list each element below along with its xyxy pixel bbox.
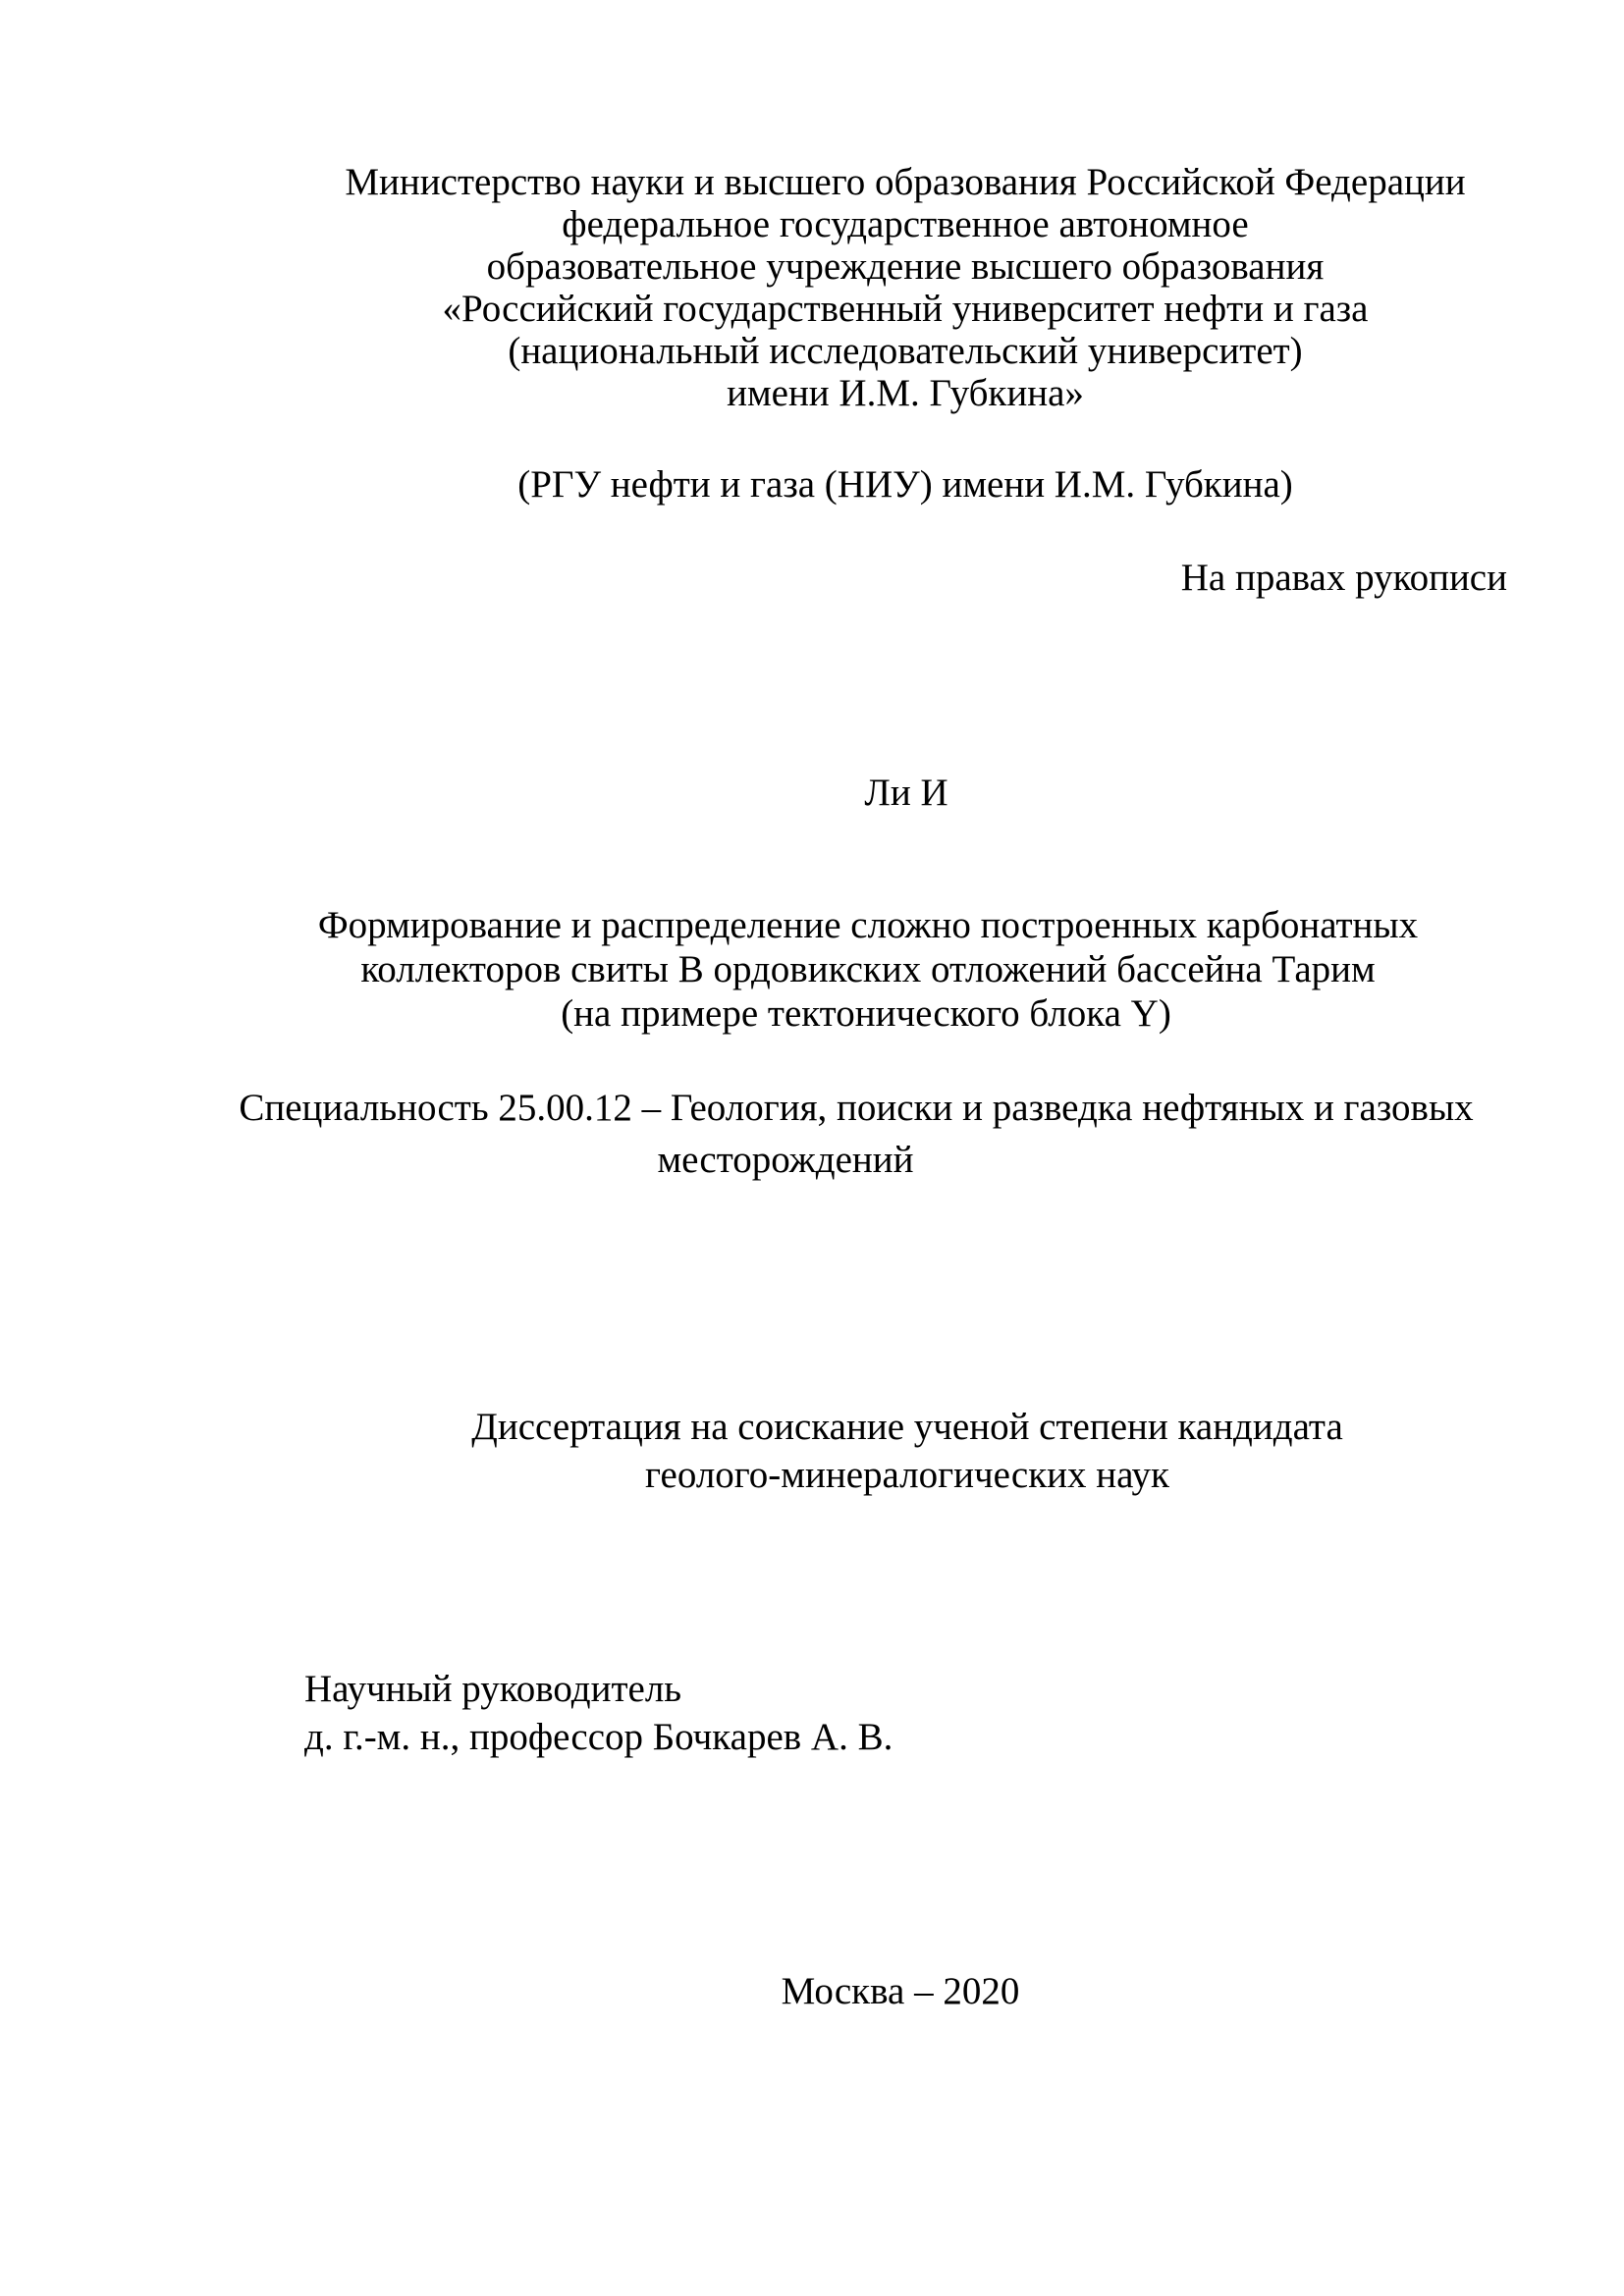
university-name-line: (национальный исследовательский университет) (508, 330, 1303, 372)
title-line: Формирование и распределение сложно построенных карбонатных (317, 904, 1419, 946)
city-year (88, 1969, 1624, 2013)
degree-line: Диссертация на соискание ученой степени кандидата (471, 1406, 1343, 1448)
supervisor-name: д. г.-м. н., профессор Бочкарев А. В. (304, 1716, 893, 1758)
dissertation-title (0, 903, 1624, 1036)
university-name-line: «Российский государственный университет нефти и газа (442, 288, 1369, 330)
university-abbreviation-line: (РГУ нефти и газа (НИУ) имени И.М. Губкина) (517, 463, 1293, 506)
author-name (94, 771, 1624, 815)
specialty-line: месторождений (657, 1139, 914, 1181)
city-year-text: Москва – 2020 (781, 1970, 1020, 2012)
manuscript-rights-note (1181, 556, 1507, 600)
university-abbreviation (93, 462, 1624, 507)
ministry-line: образовательное учреждение высшего образования (486, 245, 1325, 288)
author-name-text: Ли И (864, 772, 948, 814)
ministry-line: Министерство науки и высшего образования Российской Федерации (345, 161, 1466, 203)
degree-statement (95, 1403, 1624, 1499)
supervisor-block (304, 1665, 893, 1761)
manuscript-rights-label: На правах рукописи (1180, 557, 1507, 599)
specialty-statement (0, 1082, 1624, 1186)
title-line: (на примере тектонического блока Y) (561, 992, 1171, 1035)
supervisor-label: Научный руководитель (304, 1668, 682, 1710)
university-name-line: имени И.М. Губкина» (727, 372, 1084, 414)
title-line: коллекторов свиты В ордовикских отложений бассейна Тарим (360, 948, 1376, 990)
ministry-block (93, 161, 1624, 414)
ministry-line: федеральное государственное автономное (562, 203, 1249, 245)
degree-line: геолого-минералогических наук (645, 1454, 1169, 1496)
specialty-line: Специальность 25.00.12 – Геология, поиски и разведка нефтяных и газовых (239, 1087, 1474, 1129)
